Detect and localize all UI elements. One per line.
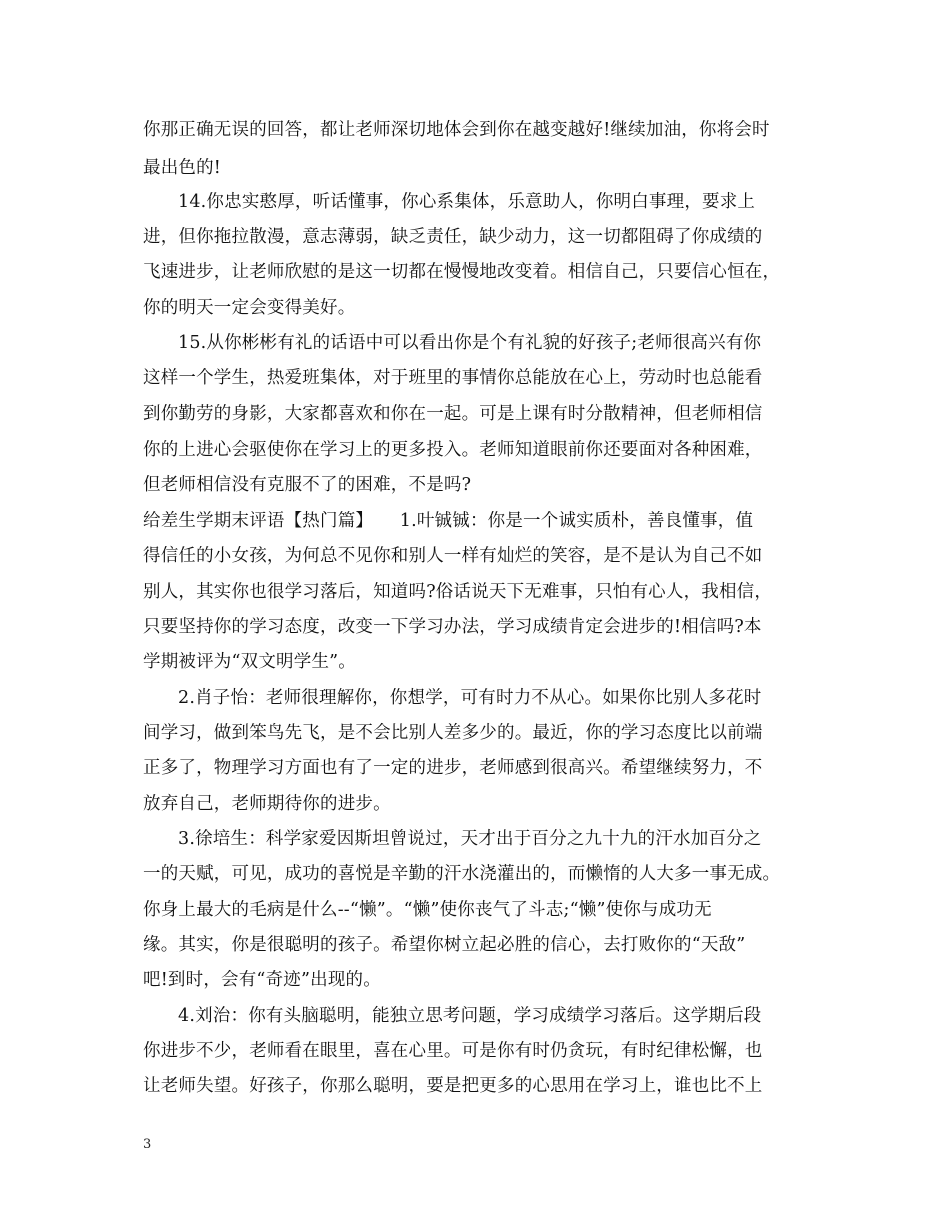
text-line: 4.刘治：你有头脑聪明，能独立思考问题，学习成绩学习落后。这学期后段 [178, 1006, 762, 1026]
page-number: 3 [143, 1137, 152, 1152]
text-line: 间学习，做到笨鸟先飞，是不会比别人差多少的。最近，你的学习态度比以前端 [143, 723, 763, 743]
text-line: 14.你忠实憨厚，听话懂事，你心系集体，乐意助人，你明白事理，要求上 [178, 192, 756, 212]
text-line: 进，但你拖拉散漫，意志薄弱，缺乏责任，缺少动力，这一切都阻碍了你成绩的 [143, 227, 763, 247]
text-line: 只要坚持你的学习态度，改变一下学习办法，学习成绩肯定会进步的!相信吗?本 [143, 617, 762, 637]
text-line: 别人，其实你也很学习落后，知道吗?俗话说天下无难事，只怕有心人，我相信， [143, 582, 773, 602]
text-line: 一的天赋，可见，成功的喜悦是辛勤的汗水浇灌出的，而懒惰的人大多一事无成。 [143, 864, 781, 884]
text-line: 吧!到时，会有“奇迹”出现的。 [143, 970, 381, 990]
section-heading-line: 给差生学期末评语【热门篇】 1.叶铖铖：你是一个诚实质朴，善良懂事，值 [143, 511, 754, 531]
text-line: 这样一个学生，热爱班集体，对于班里的事情你总能放在心上，劳动时也总能看 [143, 368, 763, 388]
text-line: 放弃自己，老师期待你的进步。 [143, 794, 391, 814]
text-line: 得信任的小女孩，为何总不见你和别人一样有灿烂的笑容，是不是认为自己不如 [143, 546, 763, 566]
text-line: 你那正确无误的回答，都让老师深切地体会到你在越变越好!继续加油，你将会时 [143, 120, 770, 140]
text-line: 2.肖子怡：老师很理解你，你想学，可有时力不从心。如果你比别人多花时 [178, 688, 762, 708]
text-line: 3.徐培生：科学家爱因斯坦曾说过，天才出于百分之九十九的汗水加百分之 [178, 829, 762, 849]
text-line: 飞速进步，让老师欣慰的是这一切都在慢慢地改变着。相信自己，只要信心恒在， [143, 262, 781, 282]
text-line: 正多了，物理学习方面也有了一定的进步，老师感到很高兴。希望继续努力，不 [143, 758, 763, 778]
text-line: 你的明天一定会变得美好。 [143, 298, 356, 318]
text-line: 让老师失望。好孩子，你那么聪明，要是把更多的心思用在学习上，谁也比不上 [143, 1076, 763, 1096]
text-line: 你进步不少，老师看在眼里，喜在心里。可是你有时仍贪玩，有时纪律松懈，也 [143, 1041, 763, 1061]
text-line: 最出色的! [143, 158, 222, 178]
text-line: 你的上进心会驱使你在学习上的更多投入。老师知道眼前你还要面对各种困难， [143, 440, 763, 460]
text-line: 学期被评为“双文明学生”。 [143, 652, 356, 672]
text-line: 缘。其实，你是很聪明的孩子。希望你树立起必胜的信心，去打败你的“天敌” [143, 935, 746, 955]
text-line: 到你勤劳的身影，大家都喜欢和你在一起。可是上课有时分散精神，但老师相信 [143, 404, 763, 424]
text-line: 15.从你彬彬有礼的话语中可以看出你是个有礼貌的好孩子;老师很高兴有你 [178, 333, 762, 353]
text-line: 但老师相信没有克服不了的困难，不是吗? [143, 475, 472, 495]
text-line: 你身上最大的毛病是什么--“懒”。“懒”使你丧气了斗志;“懒”使你与成功无 [143, 900, 712, 920]
